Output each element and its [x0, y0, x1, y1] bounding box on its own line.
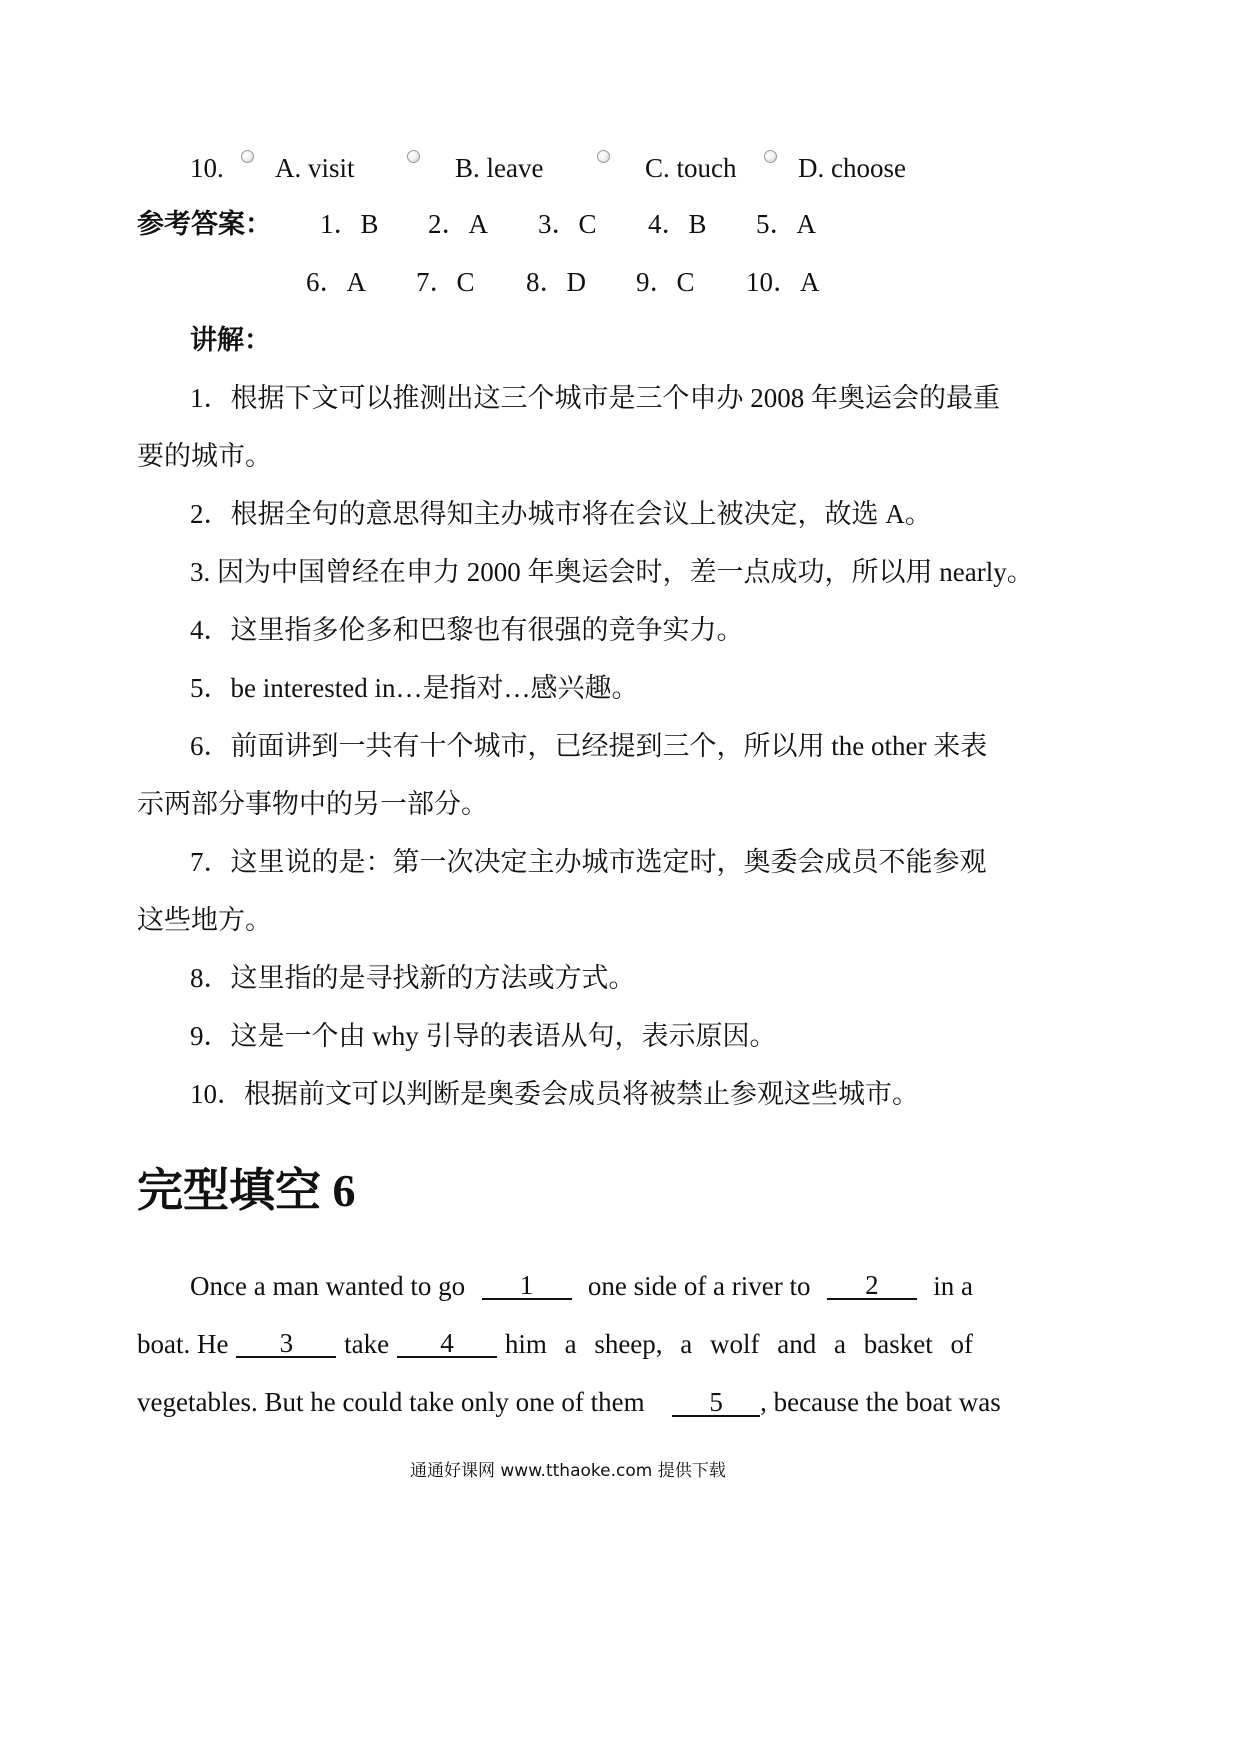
- radio-option-b[interactable]: [407, 150, 420, 163]
- passage-text: Once a man wanted to go: [190, 1271, 466, 1301]
- answer-item: 8．D: [526, 267, 586, 297]
- answer-item: 6．A: [306, 267, 366, 297]
- explanation-8: 8．这里指的是寻找新的方法或方式。: [190, 963, 636, 993]
- blank-1[interactable]: 1: [482, 1268, 572, 1300]
- explanation-9: 9．这是一个由 why 引导的表语从句，表示原因。: [190, 1021, 777, 1051]
- blank-4[interactable]: 4: [397, 1326, 497, 1358]
- answer-item: 2．A: [428, 209, 488, 239]
- answer-item: 9．C: [636, 267, 695, 297]
- section-title: 完型填空 6: [137, 1165, 356, 1216]
- passage-line-1: [190, 1268, 973, 1304]
- answers-label: 参考答案：: [137, 209, 272, 239]
- explanation-1-line-2: 要的城市。: [137, 441, 272, 471]
- blank-2[interactable]: 2: [827, 1268, 917, 1300]
- question-number: 10.: [190, 153, 224, 183]
- option-b-label: B. leave: [455, 153, 544, 183]
- answer-item: 4．B: [648, 209, 707, 239]
- option-a-label: A. visit: [275, 153, 355, 183]
- passage-text: take: [344, 1329, 390, 1359]
- explanation-6-line-1: 6．前面讲到一共有十个城市，已经提到三个，所以用 the other 来表: [190, 731, 988, 761]
- explanation-5: 5．be interested in…是指对…感兴趣。: [190, 673, 639, 703]
- answer-item: 7．C: [416, 267, 475, 297]
- passage-line-2: [137, 1326, 973, 1362]
- option-d-label: D. choose: [798, 153, 906, 183]
- passage-text: one side of a river to: [587, 1271, 811, 1301]
- passage-line-3: [137, 1384, 1001, 1420]
- answer-item: 3．C: [538, 209, 597, 239]
- passage-text: in a: [933, 1271, 973, 1301]
- explanation-7-line-1: 7．这里说的是：第一次决定主办城市选定时，奥委会成员不能参观: [190, 847, 987, 877]
- passage-text: , because the boat was: [760, 1387, 1001, 1417]
- explanation-2: 2．根据全句的意思得知主办城市将在会议上被决定，故选 A。: [190, 499, 932, 529]
- explanation-10: 10．根据前文可以判断是奥委会成员将被禁止参观这些城市。: [190, 1079, 919, 1109]
- explanation-4: 4．这里指多伦多和巴黎也有很强的竞争实力。: [190, 615, 744, 645]
- blank-5[interactable]: 5: [672, 1385, 760, 1417]
- explanation-7-line-2: 这些地方。: [137, 905, 272, 935]
- radio-option-c[interactable]: [597, 150, 610, 163]
- question-10: [190, 150, 224, 186]
- option-c-label: C. touch: [645, 153, 737, 183]
- passage-text: boat. He: [137, 1329, 229, 1359]
- passage-text: vegetables. But he could take only one of them: [137, 1387, 645, 1417]
- passage-text: him a sheep, a wolf and a basket of: [504, 1329, 973, 1359]
- explanation-3: 3. 因为中国曾经在申力 2000 年奥运会时，差一点成功，所以用 nearly。: [190, 557, 1034, 587]
- answer-item: 10．A: [746, 267, 820, 297]
- explanation-6-line-2: 示两部分事物中的另一部分。: [137, 789, 488, 819]
- radio-option-a[interactable]: [241, 150, 254, 163]
- page-footer: 通通好课网 www.tthaoke.com 提供下载: [410, 1461, 726, 1481]
- blank-3[interactable]: 3: [236, 1326, 336, 1358]
- answer-item: 1．B: [320, 209, 379, 239]
- explanation-label: 讲解：: [190, 325, 271, 355]
- radio-option-d[interactable]: [764, 150, 777, 163]
- answer-item: 5．A: [756, 209, 816, 239]
- explanation-1-line-1: 1．根据下文可以推测出这三个城市是三个申办 2008 年奥运会的最重: [190, 383, 1000, 413]
